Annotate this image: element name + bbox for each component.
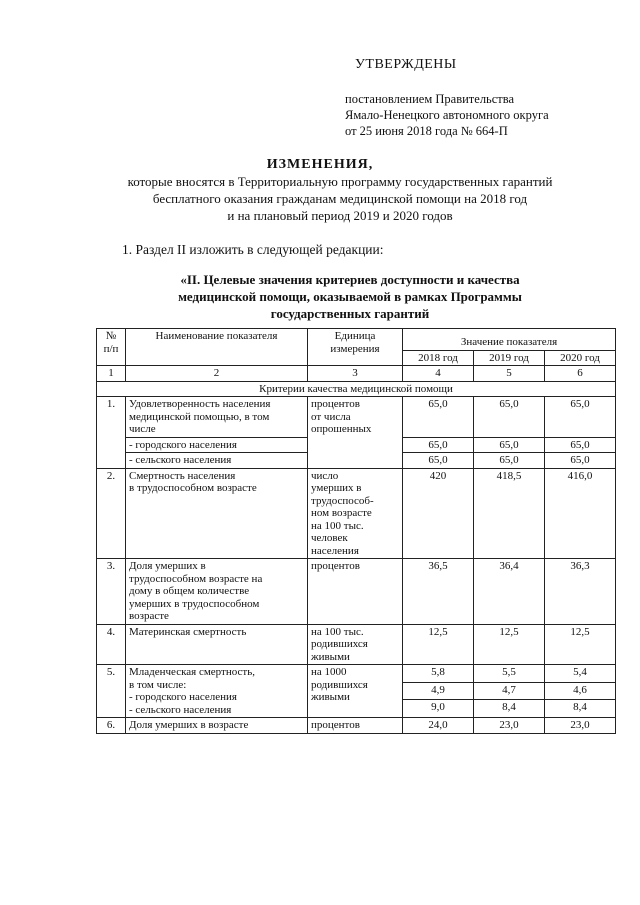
col-number: 3 xyxy=(308,366,403,382)
header-value: Значение показателя xyxy=(403,329,616,351)
value-2019: 8,4 xyxy=(474,700,545,718)
value-2018: 36,5 xyxy=(403,559,474,625)
value-2019: 65,0 xyxy=(474,437,545,453)
row-num: 5. xyxy=(97,665,126,718)
row-name-line: Смертность населения xyxy=(129,469,236,482)
header-num xyxy=(97,329,126,366)
subtitle-line: и на плановый период 2019 и 2020 годов xyxy=(227,208,453,223)
row-unit-line: опрошенных xyxy=(311,423,372,435)
row-unit-line: родившихся xyxy=(311,638,368,650)
row-unit-line: умерших в xyxy=(311,482,362,494)
value-2020: 65,0 xyxy=(545,437,616,453)
approval-line: Ямало-Ненецкого автономного округа xyxy=(345,108,549,122)
row-num: 4. xyxy=(97,624,126,665)
value-2018: 5,8 xyxy=(403,665,474,683)
value-2020: 12,5 xyxy=(545,624,616,665)
approval-line: от 25 июня 2018 года № 664-П xyxy=(345,124,508,138)
row-name-line: возрасте xyxy=(129,610,169,622)
value-2018: 4,9 xyxy=(403,682,474,700)
value-2019: 4,7 xyxy=(474,682,545,700)
row-unit xyxy=(308,397,403,469)
table-row xyxy=(97,468,616,559)
row-num: 2. xyxy=(97,468,126,559)
section-title-line: «II. Целевые значения критериев доступности и качества xyxy=(180,272,520,287)
value-2020: 65,0 xyxy=(545,453,616,469)
row-name xyxy=(126,397,308,438)
row-unit xyxy=(308,468,403,559)
value-2019: 418,5 xyxy=(474,468,545,559)
col-number: 4 xyxy=(403,366,474,382)
row-name-line: дому в общем количестве xyxy=(129,585,250,597)
header-num-line: п/п xyxy=(103,342,119,355)
value-2019: 12,5 xyxy=(474,624,545,665)
row-num: 6. xyxy=(97,718,126,734)
instruction-text: 1. Раздел II изложить в следующей редакции: xyxy=(122,242,384,257)
group-row xyxy=(97,381,616,397)
indicators-table xyxy=(96,328,616,734)
value-2019: 5,5 xyxy=(474,665,545,683)
row-unit xyxy=(308,665,403,718)
row-unit-line: ном возрасте xyxy=(311,507,372,519)
value-2018: 65,0 xyxy=(403,437,474,453)
column-numbers-row xyxy=(97,366,616,382)
value-2019: 23,0 xyxy=(474,718,545,734)
header-row xyxy=(97,329,616,351)
col-number: 2 xyxy=(126,366,308,382)
header-name: Наименование показателя xyxy=(126,329,308,366)
value-2020: 23,0 xyxy=(545,718,616,734)
value-2018: 9,0 xyxy=(403,700,474,718)
value-2018: 24,0 xyxy=(403,718,474,734)
col-number: 6 xyxy=(545,366,616,382)
value-2018: 65,0 xyxy=(403,453,474,469)
subtitle-line: которые вносятся в Территориальную программу государственных гарантий xyxy=(127,174,553,189)
header-year-2019: 2019 год xyxy=(474,350,545,366)
row-name-line: трудоспособном возрасте на xyxy=(129,572,263,585)
row-unit-line: процентов xyxy=(311,398,360,410)
row-unit-line: трудоспособ- xyxy=(311,494,374,507)
row-name-line: Младенческая смертность, xyxy=(129,666,255,678)
header-unit-line: Единица xyxy=(334,330,376,342)
table-row xyxy=(97,397,616,438)
row-unit-line: населения xyxy=(311,544,359,557)
row-name-line: умерших в трудоспособном xyxy=(129,597,260,610)
section-title xyxy=(80,271,620,322)
value-2019: 65,0 xyxy=(474,453,545,469)
row-unit-line: число xyxy=(311,469,339,482)
value-2018: 420 xyxy=(403,468,474,559)
document-subtitle xyxy=(60,173,620,224)
value-2018: 12,5 xyxy=(403,624,474,665)
row-unit-line: на 1000 xyxy=(311,666,347,678)
row-name-line: Доля умерших в xyxy=(129,560,206,572)
row-name-line: - городского населения xyxy=(129,691,237,703)
value-2020: 36,3 xyxy=(545,559,616,625)
document-title: ИЗМЕНЕНИЯ, xyxy=(266,157,374,172)
col-number: 5 xyxy=(474,366,545,382)
row-name: Доля умерших в возрасте xyxy=(126,718,308,734)
row-name xyxy=(126,559,308,625)
value-2019: 36,4 xyxy=(474,559,545,625)
approval-line: постановлением Правительства xyxy=(345,92,515,106)
row-name-line: в трудоспособном возрасте xyxy=(129,482,257,494)
row-num: 3. xyxy=(97,559,126,625)
approval-block xyxy=(345,91,549,139)
row-unit-line: на 100 тыс. xyxy=(311,519,364,532)
row-unit-line: родившихся xyxy=(311,678,368,691)
row-unit: процентов xyxy=(308,559,403,625)
section-title-line: государственных гарантий xyxy=(270,306,430,321)
row-unit-line: на 100 тыс. xyxy=(311,625,364,638)
row-unit xyxy=(308,624,403,665)
row-name: - городского населения xyxy=(126,437,308,453)
row-name xyxy=(126,665,308,718)
header-year-2020: 2020 год xyxy=(545,350,616,366)
header-unit-line: измерения xyxy=(330,342,380,355)
header-year-2018: 2018 год xyxy=(403,350,474,366)
approval-title: УТВЕРЖДЕНЫ xyxy=(355,57,457,72)
header-num-line: № xyxy=(105,330,117,342)
table-row xyxy=(97,624,616,665)
value-2020: 65,0 xyxy=(545,397,616,438)
subtitle-line: бесплатного оказания гражданам медицинской помощи на 2018 год xyxy=(152,191,528,206)
table-row xyxy=(97,559,616,625)
value-2019: 65,0 xyxy=(474,397,545,438)
row-num: 1. xyxy=(97,397,126,469)
row-unit-line: живыми xyxy=(311,691,350,703)
row-name: - сельского населения xyxy=(126,453,308,469)
row-name-line: в том числе: xyxy=(129,678,187,691)
row-name-line: - сельского населения xyxy=(129,703,232,716)
header-unit xyxy=(308,329,403,366)
table-row xyxy=(97,665,616,683)
row-unit-line: человек xyxy=(311,532,348,544)
value-2020: 416,0 xyxy=(545,468,616,559)
section-title-line: медицинской помощи, оказываемой в рамках Программы xyxy=(178,289,522,304)
row-name-line: медицинской помощью, в том xyxy=(129,410,270,423)
row-unit-line: живыми xyxy=(311,650,350,663)
col-number: 1 xyxy=(97,366,126,382)
row-unit: процентов xyxy=(308,718,403,734)
row-name-line: Удовлетворенность населения xyxy=(129,398,271,410)
row-name xyxy=(126,468,308,559)
value-2020: 4,6 xyxy=(545,682,616,700)
group-title: Критерии качества медицинской помощи xyxy=(97,381,616,397)
row-unit-line: от числа xyxy=(311,410,351,423)
value-2020: 8,4 xyxy=(545,700,616,718)
table-row xyxy=(97,718,616,734)
row-name-line: числе xyxy=(129,423,156,435)
row-name: Материнская смертность xyxy=(126,624,308,665)
value-2020: 5,4 xyxy=(545,665,616,683)
value-2018: 65,0 xyxy=(403,397,474,438)
